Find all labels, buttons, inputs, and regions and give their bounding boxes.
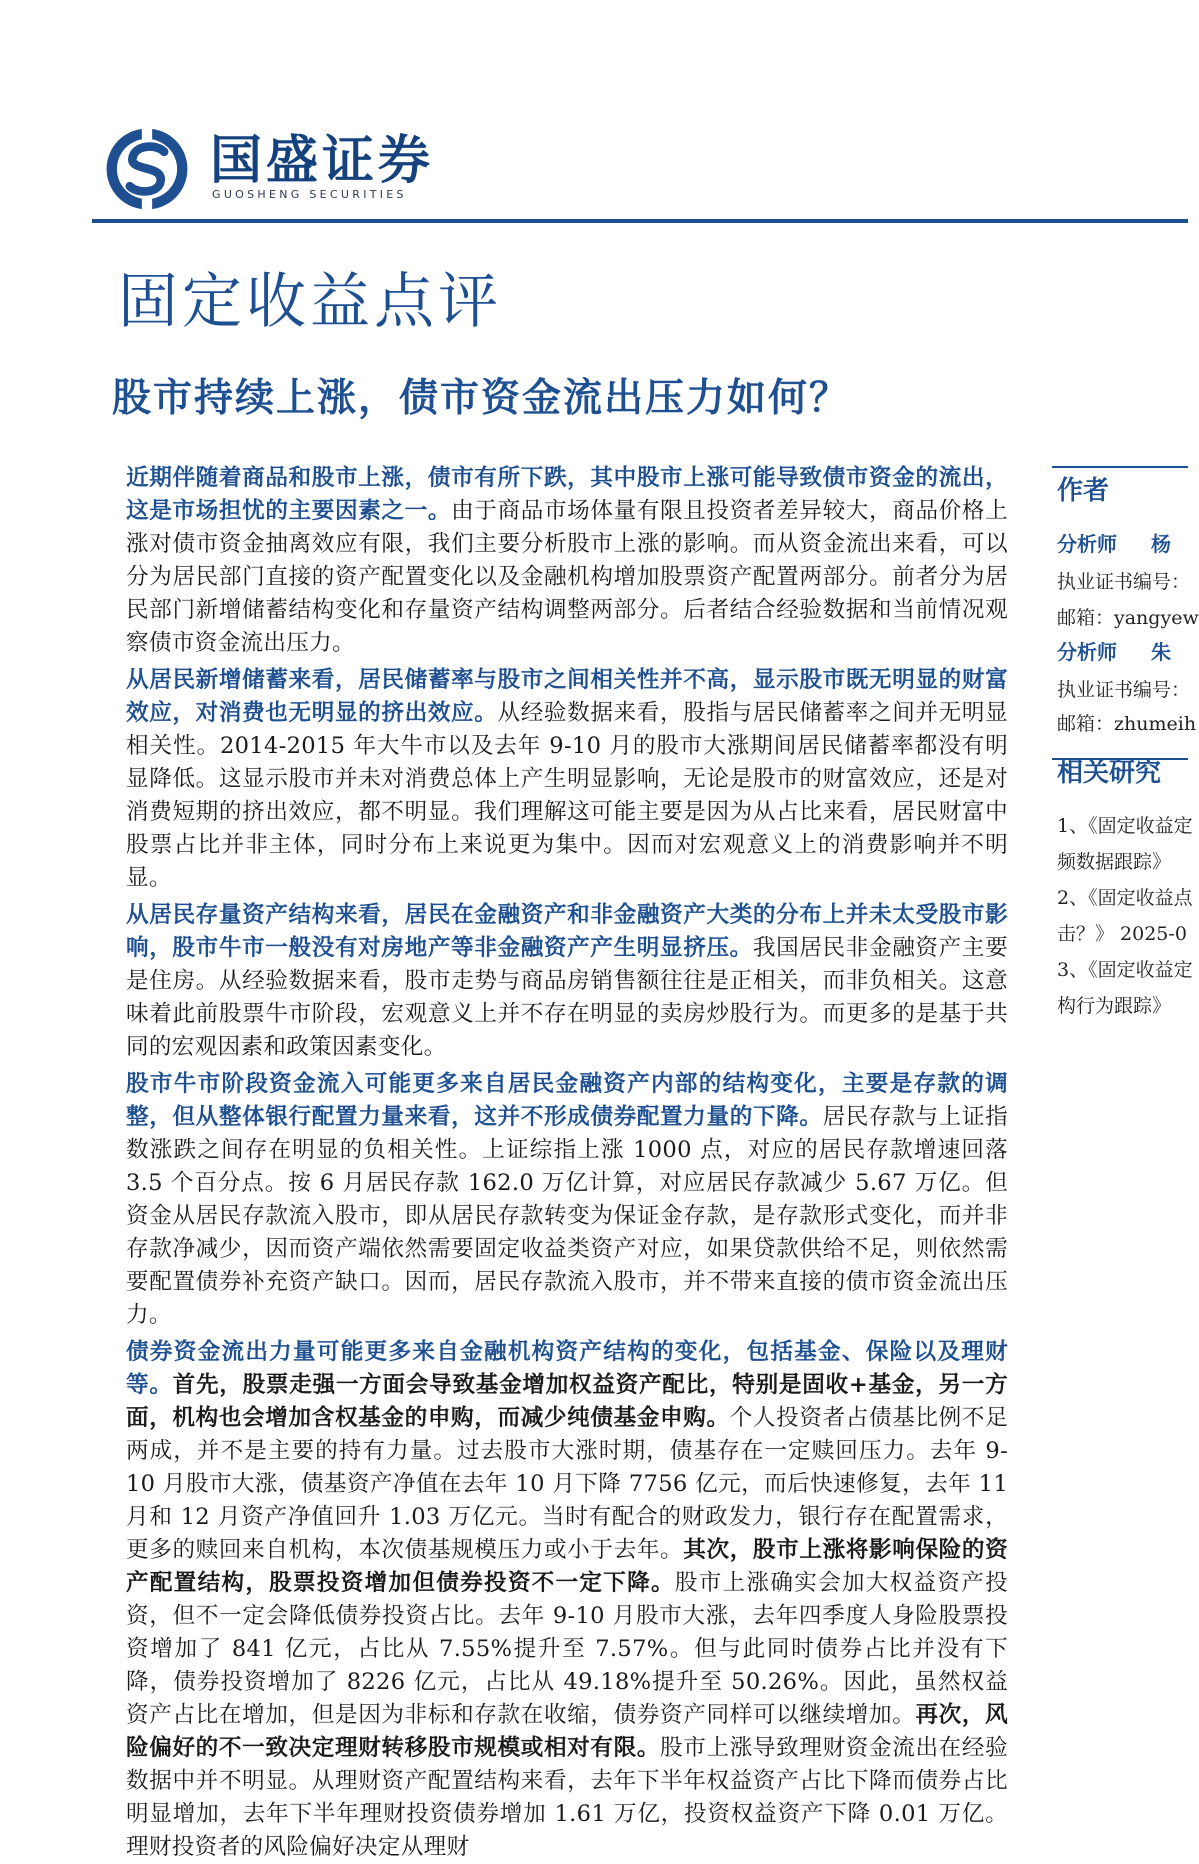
sidebar-divider [1052, 466, 1188, 468]
report-body [126, 462, 1009, 1860]
body-paragraph [126, 899, 1008, 1064]
guosheng-logo-icon [104, 126, 190, 212]
body-text: 股市上涨确实会加大权益资产投资，但不一定会降低债券投资占比。去年 9-10 月股市大涨，去年四季度人身险股票投资增加了 841 亿元，占比从 7.55%提升至 7.57%。但与此同时债券占比并没有下降，债券投资增加了 8226 亿元，占比从 49.18%提升至 50.26%。因此，虽然权益资产占比在增加，但是因为非标和存款在收缩，债券资产同样可以继续增加。 [126, 1570, 1008, 1728]
company-name-en: GUOSHENG SECURITIES [212, 188, 407, 201]
body-text: 个人投资者占债基比例不足两成，并不是主要的持有力量。过去股市大涨时期，债基存在一定赎回压力。去年 9-10 月股市大涨，债基资产净值在去年 10 月下降 7756 亿元，而后快速修复，去年 11 月和 12 月资产净值回升 1.03 万亿元。当时有配合的财政发力，银行存在配置需求，更多的赎回来自机构，本次债基规模压力或小于去年。 [126, 1405, 1008, 1563]
body-paragraph [126, 1068, 1008, 1332]
body-text: 居民存款与上证指数涨跌之间存在明显的负相关性。上证综指上涨 1000 点，对应的居民存款增速回落 3.5 个百分点。按 6 月居民存款 162.0 万亿计算，对应居民存款减少 5.67 万亿。但资金从居民存款流入股市，即从居民存款转变为保证金存款，是存款形式变化，而并非存款净减少，因而资产端依然需要固定收益类资产对应，如果贷款供给不足，则依然需要配置债券补充资产缺口。因而，居民存款流入股市，并不带来直接的债市资金流出压力。 [126, 1104, 1009, 1328]
key-point-text: 近期伴随着商品和股市上涨，债市有所下跌，其中股市上涨可能导致债市资金的流出，这是市场担忧的主要因素之一。 [126, 465, 1008, 524]
research-item[interactable]: 击？》 2025-0 [1057, 923, 1187, 945]
report-type-title: 固定收益点评 [118, 267, 502, 337]
analyst1-cert: 执业证书编号： [1057, 571, 1191, 593]
key-point-text: 债券资金流出力量可能更多来自金融机构资产结构的变化，包括基金、保险以及理财等。 [126, 1339, 1008, 1398]
analyst2-email[interactable]: 邮箱：zhumeih [1057, 713, 1197, 735]
analyst2-cert: 执业证书编号： [1057, 679, 1191, 701]
research-item[interactable]: 频数据跟踪》 [1057, 851, 1172, 873]
key-point-text: 股市牛市阶段资金流入可能更多来自居民金融资产内部的结构变化，主要是存款的调整，但从整体银行配置力量来看，这并不形成债券配置力量的下降。 [126, 1071, 1008, 1130]
research-item[interactable]: 2、《固定收益点 [1057, 887, 1193, 909]
emphasis-text: 首先，股票走强一方面会导致基金增加权益资产配比，特别是固收+基金，另一方面，机构也会增加含权基金的申购，而减少纯债基金申购。 [126, 1372, 1008, 1431]
key-point-text: 从居民新增储蓄来看，居民储蓄率与股市之间相关性并不高，显示股市既无明显的财富效应，对消费也无明显的挤出效应。 [126, 667, 1008, 726]
research-item[interactable]: 3、《固定收益定 [1057, 959, 1193, 981]
analyst2-role: 分析师 朱 [1057, 640, 1171, 664]
report-title: 股市持续上涨，债市资金流出压力如何？ [112, 376, 851, 421]
body-text: 从经验数据来看，股指与居民储蓄率之间并无明显相关性。2014-2015 年大牛市以及去年 9-10 月的股市大涨期间居民储蓄率都没有明显降低。这显示股市并未对消费总体上产生明显影响，无论是股市的财富效应，还是对消费短期的挤出效应，都不明显。我们理解这可能主要是因为从占比来看，居民财富中股票占比并非主体，同时分布上来说更为集中。因而对宏观意义上的消费影响并不明显。 [126, 700, 1008, 891]
body-paragraph [126, 462, 1008, 660]
research-heading: 相关研究 [1057, 758, 1162, 788]
emphasis-text: 其次，股市上涨将影响保险的资产配置结构，股票投资增加但债券投资不一定下降。 [126, 1537, 1009, 1596]
key-point-text: 从居民存量资产结构来看，居民在金融资产和非金融资产大类的分布上并未太受股市影响，股市牛市一般没有对房地产等非金融资产产生明显挤压。 [126, 902, 1008, 961]
header-divider [92, 219, 1188, 223]
body-paragraph [126, 664, 1008, 895]
body-text: 股市上涨导致理财资金流出在经验数据中并不明显。从理财资产配置结构来看，去年下半年权益资产占比下降而债券占比明显增加，去年下半年理财投资债券增加 1.61 万亿，投资权益资产下降 0.01 万亿。理财投资者的风险偏好决定从理财 [126, 1735, 1009, 1860]
analyst1-role: 分析师 杨 [1057, 532, 1171, 556]
author-heading: 作者 [1057, 476, 1110, 506]
body-paragraph [126, 1336, 1008, 1864]
body-text: 我国居民非金融资产主要是住房。从经验数据来看，股市走势与商品房销售额往往是正相关，而非负相关。这意味着此前股票牛市阶段，宏观意义上并不存在明显的卖房炒股行为。而更多的是基于共同的宏观因素和政策因素变化。 [126, 935, 1008, 1060]
research-item[interactable]: 1、《固定收益定 [1057, 815, 1193, 837]
report-header [0, 0, 1188, 421]
emphasis-text: 再次，风险偏好的不一致决定理财转移股市规模或相对有限。 [126, 1702, 1009, 1761]
body-text: 由于商品市场体量有限且投资者差异较大，商品价格上涨对债市资金抽离效应有限，我们主要分析股市上涨的影响。而从资金流出来看，可以分为居民部门直接的资产配置变化以及金融机构增加股票资产配置两部分。前者分为居民部门新增储蓄结构变化和存量资产结构调整两部分。后者结合经验数据和当前情况观察债市资金流出压力。 [126, 498, 1009, 656]
company-name-cn: 国盛证券 [210, 131, 435, 191]
analyst1-email[interactable]: 邮箱：yangyew [1057, 607, 1199, 629]
research-item[interactable]: 构行为跟踪》 [1057, 995, 1172, 1017]
